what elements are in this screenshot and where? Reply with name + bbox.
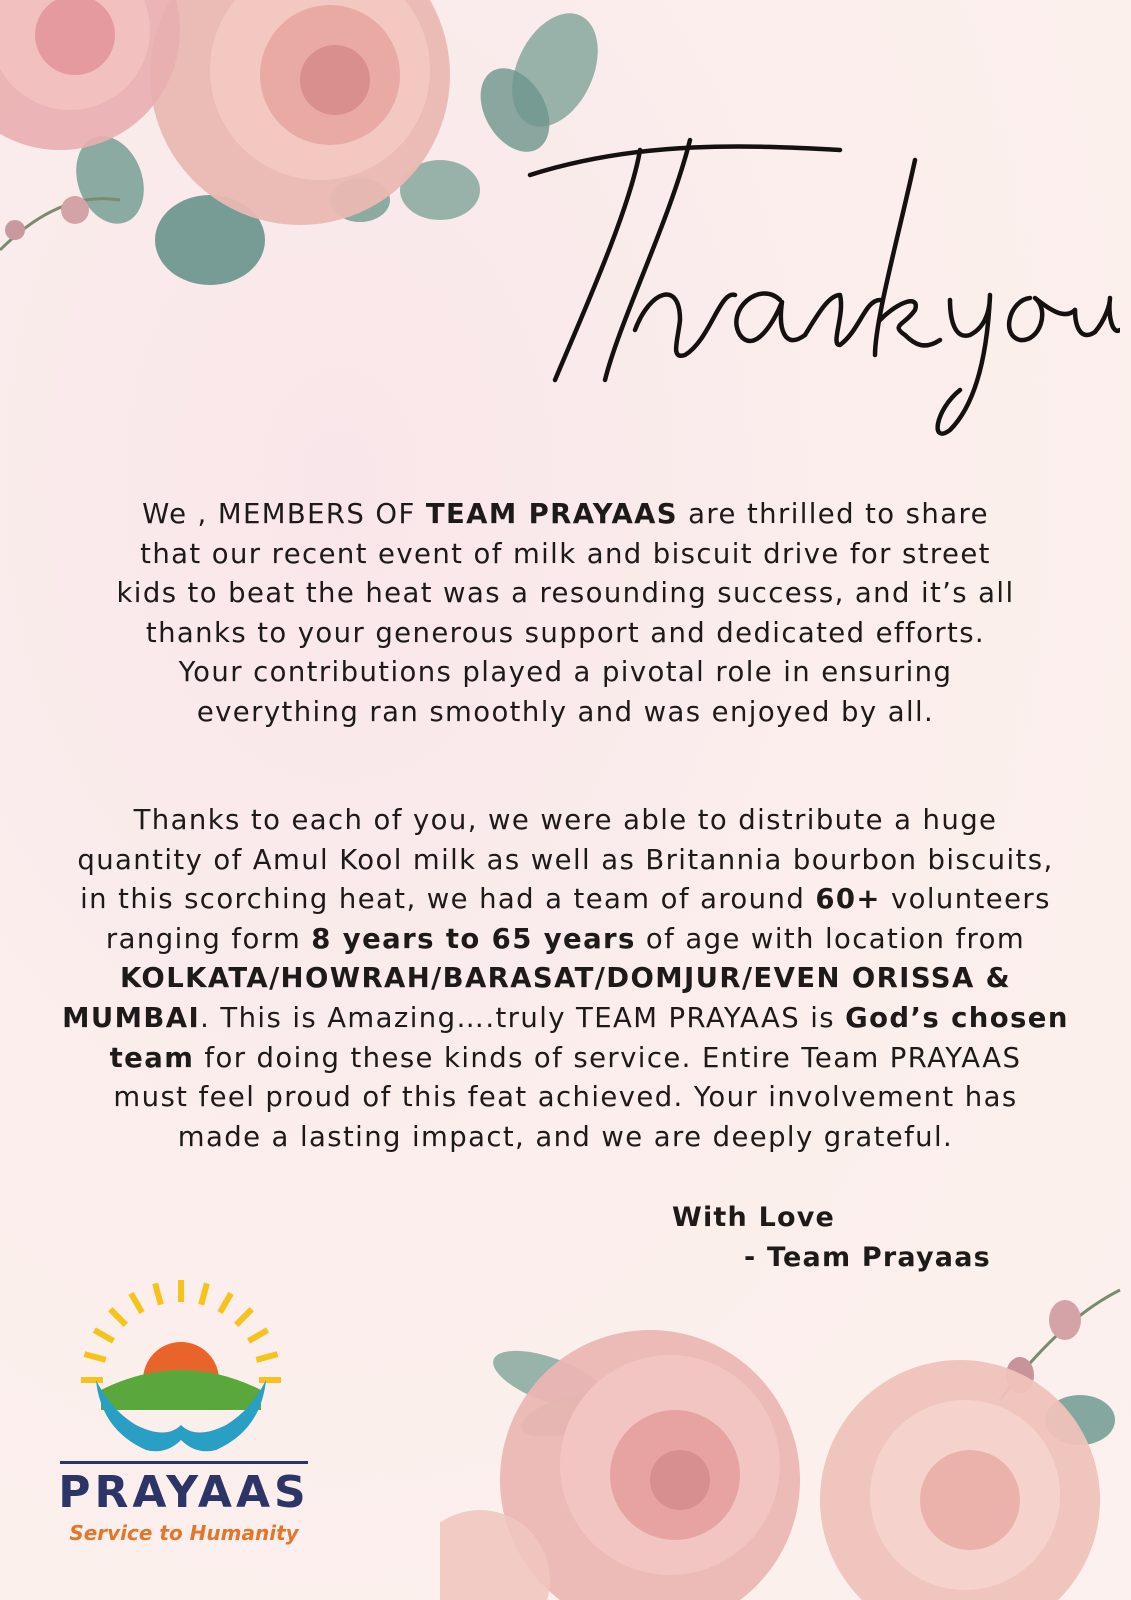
para1-text: We , MEMBERS OF — [142, 498, 426, 530]
para1-line: Your contributions played a pivotal role in ensuring — [178, 656, 953, 689]
para2-line — [0, 1039, 1131, 1079]
bottom-right-roses-decoration — [440, 1280, 1131, 1600]
para1-text: are thrilled to share — [678, 498, 989, 530]
para2-text: volunteers — [880, 883, 1051, 916]
para2-bold: 60+ — [815, 883, 881, 916]
para1-line: everything ran smoothly and was enjoyed by all. — [196, 695, 935, 728]
para2-text: in this scorching heat, we had a team of around — [80, 883, 816, 916]
details-paragraph — [0, 801, 1131, 1157]
para2-bold: KOLKATA/HOWRAH/BARASAT/DOMJUR/EVEN ORISSA & — [119, 962, 1012, 995]
para2-line — [0, 999, 1131, 1039]
para2-bold: MUMBAI — [62, 1001, 201, 1034]
para2-line: Thanks to each of you, we were able to distribute a huge — [133, 804, 998, 836]
para1-line: kids to beat the heat was a resounding success, and it’s all — [116, 577, 1015, 610]
para1-line: that our recent event of milk and biscuit drive for street — [140, 537, 991, 570]
logo-title: PRAYAAS — [58, 1467, 310, 1518]
para2-bold: God’s chosen — [845, 1001, 1069, 1034]
logo-divider — [60, 1461, 308, 1464]
para1-bold: TEAM PRAYAAS — [425, 498, 679, 530]
para1-line: thanks to your generous support and dedicated efforts. — [145, 616, 986, 649]
para2-line — [0, 920, 1131, 960]
para2-line — [0, 959, 1131, 999]
thank-you-text — [520, 120, 1120, 450]
para2-bold: 8 years to 65 years — [311, 922, 636, 955]
para2-text: . This is Amazing….truly TEAM PRAYAAS is — [200, 1001, 846, 1034]
para2-text: of age with location from — [635, 922, 1026, 955]
para2-line: made a lasting impact, and we are deeply grateful. — [177, 1120, 954, 1153]
para2-line — [0, 880, 1131, 920]
thank-you-heading — [520, 120, 1120, 450]
signoff-line1: With Love — [672, 1202, 836, 1233]
signoff — [672, 1198, 991, 1278]
intro-paragraph — [0, 495, 1131, 733]
para2-text: for doing these kinds of service. Entire Team PRAYAAS — [194, 1041, 1022, 1074]
para2-bold: team — [109, 1041, 195, 1074]
top-left-roses-decoration — [0, 0, 600, 300]
signoff-line2: - Team Prayaas — [744, 1242, 991, 1273]
para2-text: ranging form — [105, 922, 312, 955]
para1-line — [0, 495, 1131, 535]
para2-line: quantity of Amul Kool milk as well as Britannia bourbon biscuits, — [77, 843, 1054, 876]
para2-line: must feel proud of this feat achieved. Your involvement has — [113, 1081, 1018, 1114]
logo-tagline: Service to Humanity — [69, 1521, 299, 1545]
